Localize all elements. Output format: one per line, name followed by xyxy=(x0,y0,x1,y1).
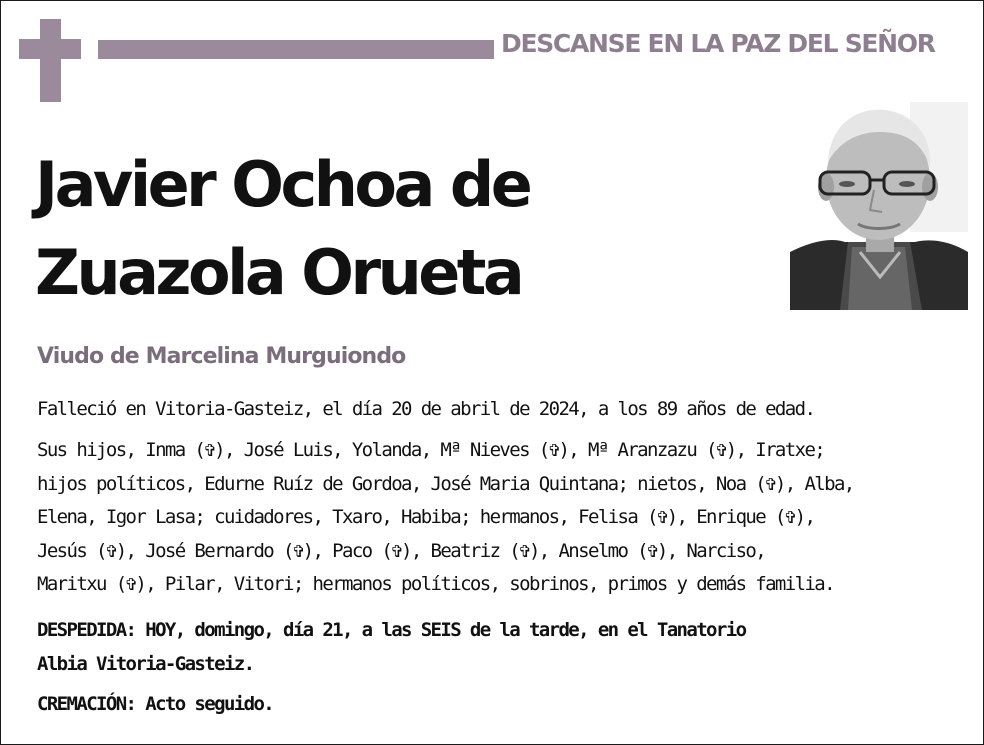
subtitle: Viudo de Marcelina Murguiondo xyxy=(37,344,406,369)
family-line: hijos políticos, Edurne Ruíz de Gordoa, José Maria Quintana; nietos, Noa (✞), Alba, xyxy=(37,472,854,495)
header-rule xyxy=(98,40,494,59)
family-paragraph xyxy=(37,434,854,602)
cremation-paragraph: CREMACIÓN: Acto seguido. xyxy=(37,693,274,715)
farewell-line: Albia Vitoria-Gasteiz. xyxy=(37,652,254,675)
portrait-photo xyxy=(790,102,968,310)
family-line: Jesús (✞), José Bernardo (✞), Paco (✞), Beatriz (✞), Anselmo (✞), Narciso, xyxy=(37,539,766,562)
deceased-name-line-2: Zuazola Orueta xyxy=(35,236,522,309)
farewell-line: DESPEDIDA: HOY, domingo, día 21, a las SEIS de la tarde, en el Tanatorio xyxy=(37,619,746,641)
deceased-name-line-1: Javier Ochoa de xyxy=(35,148,530,221)
cross-icon xyxy=(40,19,61,102)
header-title: DESCANSE EN LA PAZ DEL SEÑOR xyxy=(501,29,935,58)
cross-icon-bar xyxy=(19,39,81,59)
family-line: Elena, Igor Lasa; cuidadores, Txaro, Habiba; hermanos, Felisa (✞), Enrique (✞), xyxy=(37,506,815,528)
death-paragraph: Falleció en Vitoria-Gasteiz, el día 20 de abril de 2024, a los 89 años de edad. xyxy=(37,398,815,420)
farewell-paragraph xyxy=(37,614,745,681)
family-line: Sus hijos, Inma (✞), José Luis, Yolanda, Mª Nieves (✞), Mª Aranzazu (✞), Iratxe; xyxy=(37,439,825,461)
family-line: Maritxu (✞), Pilar, Vitori; hermanos políticos, sobrinos, primos y demás familia. xyxy=(37,573,834,595)
deceased-name xyxy=(35,141,529,317)
